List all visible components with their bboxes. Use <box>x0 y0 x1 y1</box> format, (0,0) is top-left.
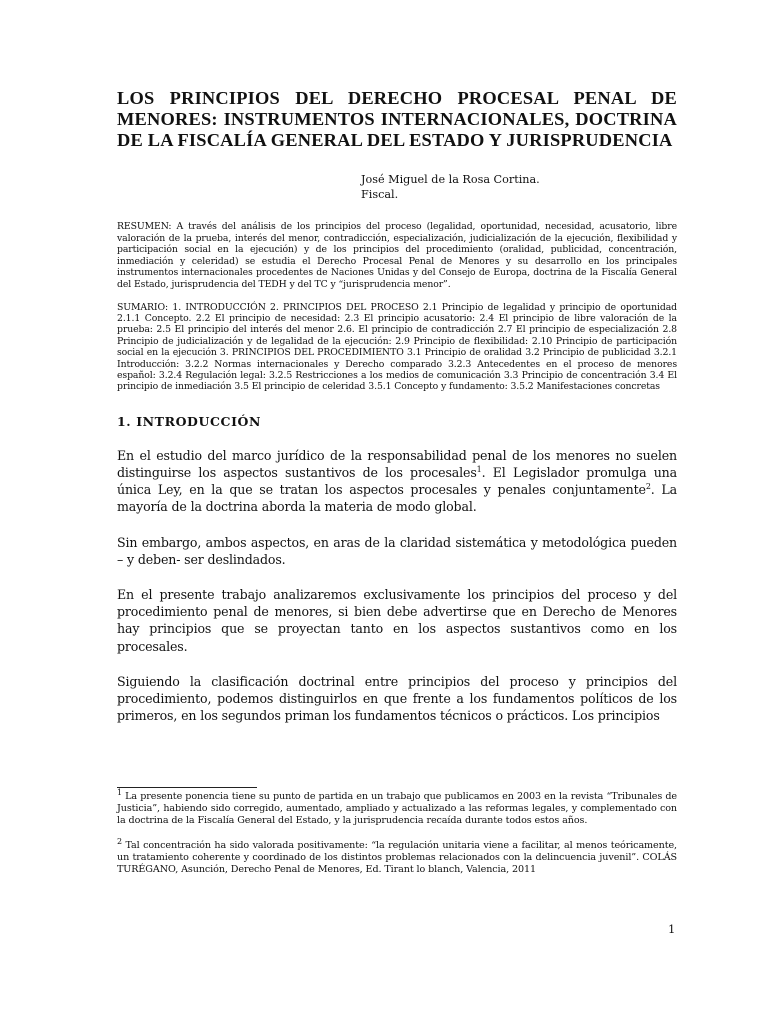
author-name: José Miguel de la Rosa Cortina. <box>361 173 540 186</box>
summary: SUMARIO: 1. INTRODUCCIÓN 2. PRINCIPIOS DEL PROCESO 2.1 Principio de legalidad y principio de oportunidad 2.1.1 Concepto. 2.2 El principio de necesidad: 2.3 El principio acusatorio: 2.4 El principio de libre valoración de la prueba: 2.5 El principio del interés del menor 2.6. El principio de contradicción 2.7 El principio de especialización 2.8 Principio de judicialización y de legalidad de la ejecución: 2.9 Principio de flexibilidad: 2.10 Principio de participación social en la ejecución 3. PRINCIPIOS DEL PROCEDIMIENTO 3.1 Principio de oralidad 3.2 Principio de publicidad 3.2.1 Introducción: 3.2.2 Normas internacionales y Derecho comparado 3.2.3 Antecedentes en el proceso de menores español: 3.2.4 Regulación legal: 3.2.5 Restricciones a los medios de comunicación 3.3 Principio de concentración 3.4 El principio de inmediación 3.5 El principio de celeridad 3.5.1 Concepto y fundamento: 3.5.2 Manifestaciones concretas <box>117 301 677 393</box>
document-page <box>117 88 677 724</box>
footnote <box>117 837 677 875</box>
body-paragraph: Sin embargo, ambos aspectos, en aras de la claridad sistemática y metodológica pueden – y deben- ser deslindados. <box>117 534 677 567</box>
body-paragraph: En el presente trabajo analizaremos exclusivamente los principios del proceso y del procedimiento penal de menores, si bien debe advertirse que en Derecho de Menores hay principios que se proyectan tanto en los aspectos sustantivos como en los procesales. <box>117 587 677 654</box>
footnotes <box>117 787 677 876</box>
section-heading: 1. INTRODUCCIÓN <box>117 413 262 429</box>
author-role: Fiscal. <box>361 188 399 201</box>
page-number: 1 <box>668 922 676 936</box>
paragraph-text: . La mayoría de la doctrina aborda la materia de modo global. <box>117 482 677 515</box>
abstract: RESUMEN: A través del análisis de los principios del proceso (legalidad, oportunidad, necesidad, acusatorio, libre valoración de la prueba, interés del menor, contradicción, especialización, judicialización de la ejecución, flexibilidad y participación social en la ejecución) y de los principios del procedimiento (oralidad, publicidad, concentración, inmediación y celeridad) se estudia el Derecho Procesal Penal de Menores y su desarrollo en los principales instrumentos internacionales procedentes de Naciones Unidas y del Consejo de Europa, doctrina de la Fiscalía General del Estado, jurisprudencia del TEDH y del TC y “jurisprudencia menor”. <box>117 221 677 290</box>
footnote-text: Tal concentración ha sido valorada positivamente: “la regulación unitaria viene a facilitar, al menos teóricamente, un tratamiento coherente y coordinado de los distintos problemas relacionados con la delincuencia juvenil”. COLÁS TURÉGANO, Asunción, Derecho Penal de Menores, Ed. Tirant lo blanch, Valencia, 2011 <box>117 840 677 875</box>
footnote <box>117 787 677 826</box>
body-paragraph <box>117 447 677 516</box>
paragraph-text: . El Legislador promulga una única Ley, en la que se tratan los aspectos procesales y penales conjuntamente <box>117 465 677 498</box>
document-title: LOS PRINCIPIOS DEL DERECHO PROCESAL PENAL DE MENORES: INSTRUMENTOS INTERNACIONALES, DOCTRINA DE LA FISCALÍA GENERAL DEL ESTADO Y JURISPRUDENCIA <box>117 88 677 150</box>
footnote-ref[interactable]: 2 <box>645 482 651 492</box>
footnote-marker: 1 <box>117 787 122 797</box>
paragraph-text: En el estudio del marco jurídico de la responsabilidad penal de los menores no suelen distinguirse los aspectos sustantivos de los procesales <box>117 447 677 481</box>
footnote-divider <box>117 787 257 788</box>
footnote-text: La presente ponencia tiene su punto de partida en un trabajo que publicamos en 2003 en la revista “Tribunales de Justicia”, habiendo sido corregido, aumentado, ampliado y actualizado a las reformas legales, y complementado con la doctrina de la Fiscalía General del Estado, y la jurisprudencia recaída durante todos estos años. <box>117 791 677 826</box>
footnote-marker: 2 <box>117 837 122 847</box>
footnote-ref[interactable]: 1 <box>476 464 482 474</box>
body-paragraph: Siguiendo la clasificación doctrinal entre principios del proceso y principios del procedimiento, podemos distinguirlos en que frente a los fundamentos políticos de los primeros, en los segundos priman los fundamentos técnicos o prácticos. Los principios <box>117 673 677 724</box>
author-block <box>361 172 677 202</box>
